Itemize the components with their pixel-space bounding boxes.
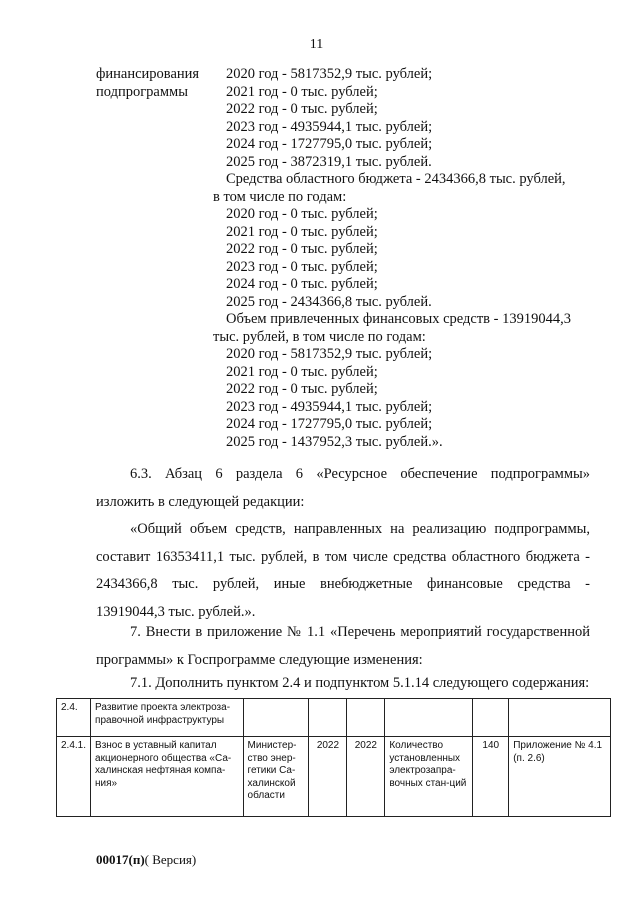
- financing-line: Объем привлеченных финансовых средств - 13919044,3: [226, 311, 571, 327]
- quote-line: составит 16353411,1 тыс. рублей, в том числе средства областного бюджета -: [96, 548, 590, 565]
- paragraph-7-1-line: 7.1. Дополнить пунктом 2.4 и подпунктом 5.1.14 следующего содержания:: [130, 675, 590, 691]
- financing-line: 2025 год - 3872319,1 тыс. рублей.: [226, 153, 432, 170]
- page-number: 11: [309, 37, 324, 52]
- quote-line: «Общий объем средств, направленных на реализацию подпрограммы,: [130, 521, 590, 537]
- financing-line: в том числе по годам:: [213, 188, 347, 205]
- financing-line: 2022 год - 0 тыс. рублей;: [226, 381, 378, 397]
- financing-line: 2020 год - 5817352,9 тыс. рублей;: [226, 66, 433, 82]
- empty-cell: [385, 699, 473, 737]
- financing-line: Средства областного бюджета - 2434366,8 тыс. рублей,: [226, 171, 566, 187]
- financing-line: 2020 год - 5817352,9 тыс. рублей;: [226, 346, 433, 362]
- quote-line: 2434366,8 тыс. рублей, иные внебюджетные финансовые средства -: [96, 576, 590, 592]
- financing-line: 2023 год - 0 тыс. рублей;: [226, 258, 378, 275]
- paragraph-7: [96, 619, 590, 674]
- document-version: ( Версия): [144, 852, 197, 867]
- paragraph-6-3: [96, 461, 590, 516]
- quoted-paragraph: [96, 516, 590, 626]
- table-row: [57, 737, 611, 817]
- empty-cell: [509, 699, 611, 737]
- financing-line: 2024 год - 1727795,0 тыс. рублей;: [226, 416, 433, 432]
- financing-line: 2022 год - 0 тыс. рублей;: [226, 241, 378, 257]
- end-year-cell: 2022: [347, 737, 385, 817]
- financing-line: 2020 год - 0 тыс. рублей;: [226, 206, 378, 222]
- paragraph-6-3-line: изложить в следующей редакции:: [96, 493, 305, 510]
- passport-left-label: [96, 66, 199, 101]
- financing-line: 2024 год - 0 тыс. рублей;: [226, 276, 378, 292]
- left-label-line: подпрограммы: [96, 83, 188, 100]
- indicator-value-cell: 140: [473, 737, 509, 817]
- paragraph-7-line: 7. Внести в приложение № 1.1 «Перечень мероприятий государственной: [130, 624, 590, 640]
- measure-name-cell: Развитие проекта электроза-правочной инфраструктуры: [91, 699, 244, 737]
- financing-line: 2025 год - 2434366,8 тыс. рублей.: [226, 293, 432, 310]
- table-row: [57, 699, 611, 737]
- financing-line: 2024 год - 1727795,0 тыс. рублей;: [226, 136, 433, 152]
- row-number-cell: 2.4.: [57, 699, 91, 737]
- paragraph-7-1: [96, 670, 590, 698]
- financing-line: 2023 год - 4935944,1 тыс. рублей;: [226, 118, 433, 135]
- executor-cell: Министер-ство энер-гетики Са-халинской области: [243, 737, 309, 817]
- financing-line: 2021 год - 0 тыс. рублей;: [226, 83, 378, 100]
- empty-cell: [243, 699, 309, 737]
- empty-cell: [473, 699, 509, 737]
- left-label-line: финансирования: [96, 66, 200, 82]
- indicator-cell: Количество установленных электрозапра-вочных стан-ций: [385, 737, 473, 817]
- row-number-cell: 2.4.1.: [57, 737, 91, 817]
- financing-details: [213, 66, 603, 451]
- appendix-cell: Приложение № 4.1 (п. 2.6): [509, 737, 611, 817]
- financing-line: 2023 год - 4935944,1 тыс. рублей;: [226, 398, 433, 415]
- financing-line: тыс. рублей, в том числе по годам:: [213, 328, 426, 345]
- paragraph-7-line: программы» к Госпрограмме следующие изменения:: [96, 651, 423, 668]
- financing-line: 2025 год - 1437952,3 тыс. рублей.».: [226, 433, 443, 450]
- empty-cell: [347, 699, 385, 737]
- empty-cell: [309, 699, 347, 737]
- financing-line: 2021 год - 0 тыс. рублей;: [226, 363, 378, 380]
- document-footer: [96, 852, 196, 868]
- financing-line: 2022 год - 0 тыс. рублей;: [226, 101, 378, 117]
- financing-line: 2021 год - 0 тыс. рублей;: [226, 223, 378, 240]
- paragraph-6-3-line: 6.3. Абзац 6 раздела 6 «Ресурсное обеспечение подпрограммы»: [130, 466, 590, 482]
- measure-name-cell: Взнос в уставный капитал акционерного общества «Са-халинская нефтяная компа-ния»: [91, 737, 244, 817]
- quote-line: 13919044,3 тыс. рублей.».: [96, 603, 256, 620]
- document-code: 00017(п): [96, 852, 145, 867]
- measures-table: [56, 698, 611, 817]
- start-year-cell: 2022: [309, 737, 347, 817]
